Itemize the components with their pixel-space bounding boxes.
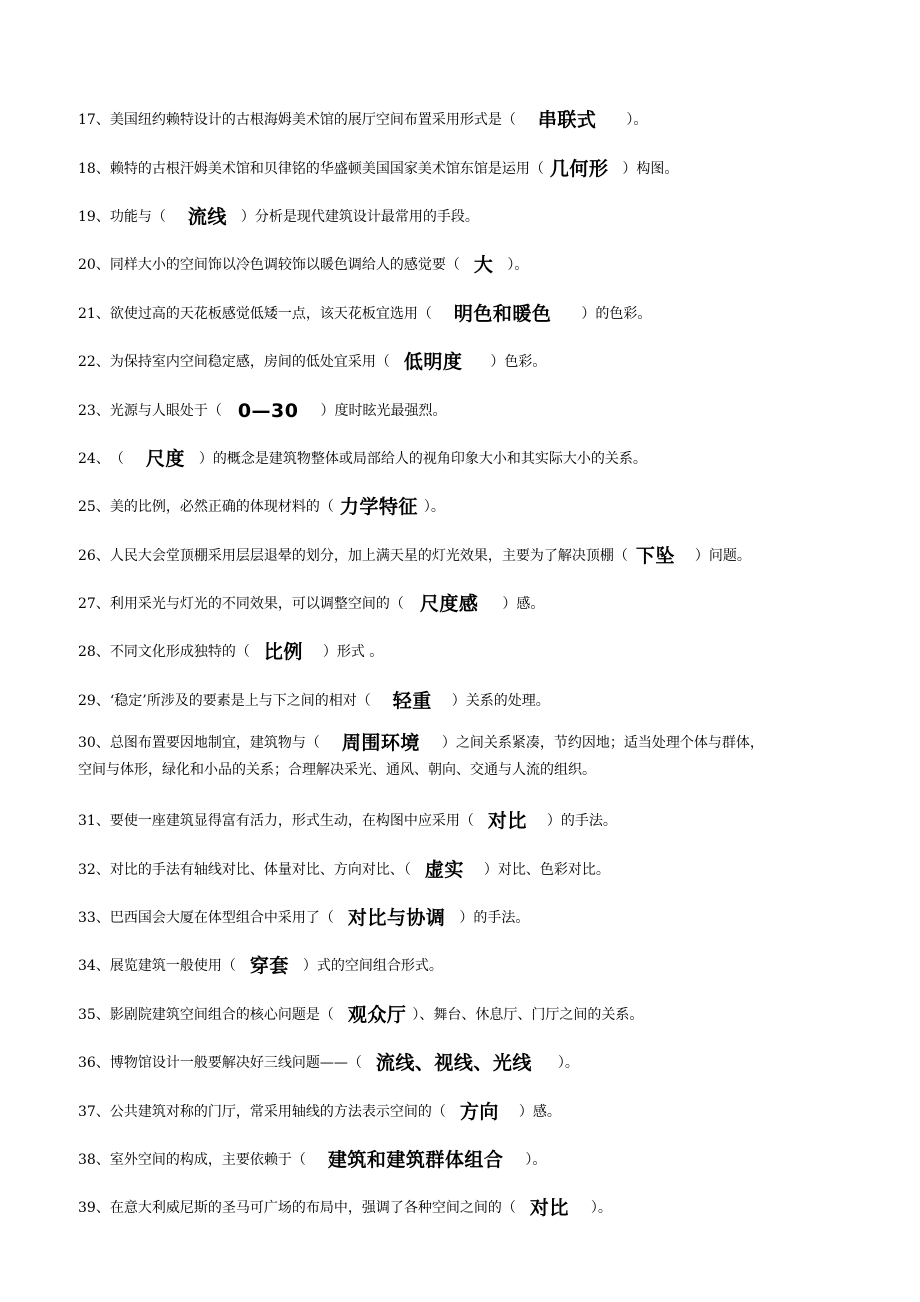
question-number: 34、 bbox=[78, 958, 110, 975]
question-text-before: 赖特的古根汗姆美术馆和贝律铭的华盛顿美国国家美术馆东馆是运用（ bbox=[109, 160, 544, 177]
question-text-before: 展览建筑一般使用（ bbox=[109, 958, 236, 975]
question-text-after: ）构图。 bbox=[622, 160, 679, 177]
question-text-before: 博物馆设计一般要解决好三线问题——（ bbox=[109, 1055, 362, 1072]
question-text-after: ）分析是现代建筑设计最常用的手段。 bbox=[240, 208, 479, 225]
question-text-before: 为保持室内空间稳定感，房间的低处宜采用（ bbox=[109, 354, 390, 371]
answer-text: 建筑和建筑群体组合 bbox=[327, 1149, 504, 1171]
question-number: 33、 bbox=[78, 910, 110, 927]
question-text-after: ）。 bbox=[590, 1200, 612, 1217]
question-number: 21、 bbox=[78, 305, 110, 322]
question-item bbox=[78, 1087, 878, 1135]
question-item bbox=[78, 386, 878, 434]
question-number: 27、 bbox=[78, 596, 110, 613]
question-item bbox=[78, 532, 878, 580]
question-text-before: 利用采光与灯光的不同效果，可以调整空间的（ bbox=[109, 596, 404, 613]
question-text-before: 同样大小的空间饰以冷色调较饰以暖色调给人的感觉要（ bbox=[109, 257, 460, 274]
answer-text: 穿套 bbox=[249, 955, 289, 978]
question-number: 22、 bbox=[78, 354, 110, 371]
question-text-before: 总图布置要因地制宜，建筑物与（ bbox=[109, 735, 320, 752]
question-item bbox=[78, 677, 878, 725]
answer-text: 流线、视线、光线 bbox=[375, 1052, 532, 1075]
question-number: 19、 bbox=[78, 208, 110, 225]
answer-text: 观众厅 bbox=[347, 1003, 407, 1026]
answer-text: 周围环境 bbox=[341, 732, 420, 755]
question-number: 38、 bbox=[78, 1152, 110, 1168]
answer-text: 轻重 bbox=[392, 689, 432, 712]
question-item bbox=[78, 338, 878, 386]
question-text-after: ）。 bbox=[626, 112, 648, 129]
answer-text: 对比与协调 bbox=[347, 907, 446, 930]
question-item bbox=[78, 845, 878, 893]
question-text-after: ）。 bbox=[423, 499, 445, 516]
question-item bbox=[78, 894, 878, 942]
question-text-before: 光源与人眼处于（ bbox=[109, 402, 222, 419]
question-number: 31、 bbox=[78, 813, 110, 830]
question-text-after: ）。 bbox=[525, 1152, 547, 1168]
question-item bbox=[78, 628, 878, 676]
question-text-before: 美的比例，必然正确的体现材料的（ bbox=[109, 499, 334, 516]
answer-text: 串联式 bbox=[537, 109, 597, 132]
question-item bbox=[78, 1184, 878, 1232]
question-number: 25、 bbox=[78, 499, 110, 516]
answer-text: 几何形 bbox=[549, 157, 609, 180]
answer-text: 0—30 bbox=[237, 399, 299, 422]
question-item bbox=[78, 1136, 878, 1184]
answer-text: 明色和暖色 bbox=[453, 302, 552, 325]
question-item bbox=[78, 725, 878, 797]
answer-text: 比例 bbox=[263, 641, 303, 664]
question-text-after: ）。 bbox=[507, 257, 529, 274]
answer-text: 流线 bbox=[187, 205, 227, 228]
question-line-2 bbox=[78, 758, 596, 782]
question-number: 29、 bbox=[78, 692, 110, 709]
question-list bbox=[78, 96, 878, 1233]
question-number: 17、 bbox=[78, 112, 110, 129]
question-text-before: 不同文化形成独特的（ bbox=[109, 644, 250, 661]
question-item bbox=[78, 483, 878, 531]
question-text-after: ）的手法。 bbox=[459, 910, 530, 927]
question-number: 24、 bbox=[78, 450, 110, 467]
question-number: 28、 bbox=[78, 644, 110, 661]
question-text-before: 巴西国会大厦在体型组合中采用了（ bbox=[109, 910, 334, 927]
question-text-before: 欲使过高的天花板感觉低矮一点，该天花板宜选用（ bbox=[109, 305, 432, 322]
question-text-after: ）度时眩光最强烈。 bbox=[320, 402, 447, 419]
question-text-after: ）感。 bbox=[518, 1103, 561, 1120]
question-text-before: ‘稳定’所涉及的要素是上与下之间的相对（ bbox=[109, 692, 371, 709]
question-item bbox=[78, 96, 878, 144]
question-item bbox=[78, 1039, 878, 1087]
question-number: 30、 bbox=[78, 735, 110, 752]
question-text-after: ）感。 bbox=[502, 596, 545, 613]
question-line-1 bbox=[78, 725, 764, 758]
question-number: 39、 bbox=[78, 1200, 110, 1217]
question-item bbox=[78, 144, 878, 192]
question-text-before: 在意大利威尼斯的圣马可广场的布局中，强调了各种空间之间的（ bbox=[109, 1200, 516, 1217]
question-text-after: ）的色彩。 bbox=[581, 305, 652, 322]
answer-text: 对比 bbox=[487, 810, 527, 833]
question-item bbox=[78, 193, 878, 241]
question-number: 26、 bbox=[78, 547, 110, 564]
question-number: 32、 bbox=[78, 861, 110, 878]
question-item bbox=[78, 942, 878, 990]
question-text-after: ）关系的处理。 bbox=[451, 692, 550, 709]
question-text-after: ）对比、色彩对比。 bbox=[483, 861, 610, 878]
question-text-after: ）。 bbox=[557, 1055, 579, 1072]
question-text-after: ）的概念是建筑物整体或局部给人的视角印象大小和其实际大小的关系。 bbox=[198, 450, 647, 467]
question-text-after: ）问题。 bbox=[694, 547, 751, 564]
question-item bbox=[78, 435, 878, 483]
question-text-before: 要使一座建筑显得富有活力，形式生动，在构图中应采用（ bbox=[109, 813, 474, 830]
question-number: 36、 bbox=[78, 1055, 110, 1072]
answer-text: 对比 bbox=[529, 1197, 569, 1220]
question-text-after: ）之间关系紧凑，节约因地；适当处理个体与群体， bbox=[441, 735, 764, 752]
question-item bbox=[78, 797, 878, 845]
question-item bbox=[78, 241, 878, 289]
question-text-before: 对比的手法有轴线对比、体量对比、方向对比、（ bbox=[109, 861, 411, 878]
question-text-before: （ bbox=[109, 450, 124, 467]
question-text-after: ）、舞台、休息厅、门厅之间的关系。 bbox=[412, 1006, 644, 1023]
question-text-before: 人民大会堂顶棚采用层层退晕的划分，加上满天星的灯光效果，主要为了解决顶棚（ bbox=[109, 547, 628, 564]
question-text-after: ）色彩。 bbox=[490, 354, 547, 371]
question-item bbox=[78, 290, 878, 338]
question-text-before: 公共建筑对称的门厅，常采用轴线的方法表示空间的（ bbox=[109, 1103, 446, 1120]
question-text-before: 室外空间的构成，主要依赖于（ bbox=[109, 1152, 306, 1168]
question-text-continued: 空间与体形，绿化和小品的关系；合理解决采光、通风、朝向、交通与人流的组织。 bbox=[78, 762, 596, 779]
question-text-after: ）式的空间组合形式。 bbox=[302, 958, 443, 975]
question-item bbox=[78, 580, 878, 628]
answer-text: 虚实 bbox=[424, 858, 464, 881]
answer-text: 低明度 bbox=[403, 351, 463, 374]
answer-text: 方向 bbox=[459, 1100, 499, 1123]
answer-text: 下坠 bbox=[635, 544, 675, 567]
question-item bbox=[78, 991, 878, 1039]
question-number: 23、 bbox=[78, 402, 110, 419]
answer-text: 尺度 bbox=[145, 447, 185, 470]
question-number: 35、 bbox=[78, 1006, 110, 1023]
question-text-after: ）形式 。 bbox=[322, 644, 384, 661]
question-text-before: 功能与（ bbox=[109, 208, 166, 225]
question-number: 18、 bbox=[78, 160, 110, 177]
answer-text: 大 bbox=[473, 254, 494, 277]
question-text-before: 影剧院建筑空间组合的核心问题是（ bbox=[109, 1006, 334, 1023]
answer-text: 尺度感 bbox=[419, 593, 479, 616]
answer-text: 力学特征 bbox=[339, 496, 418, 519]
question-text-after: ）的手法。 bbox=[546, 813, 617, 830]
question-text-before: 美国纽约赖特设计的古根海姆美术馆的展厅空间布置采用形式是（ bbox=[109, 112, 516, 129]
question-number: 37、 bbox=[78, 1103, 110, 1120]
question-number: 20、 bbox=[78, 257, 110, 274]
